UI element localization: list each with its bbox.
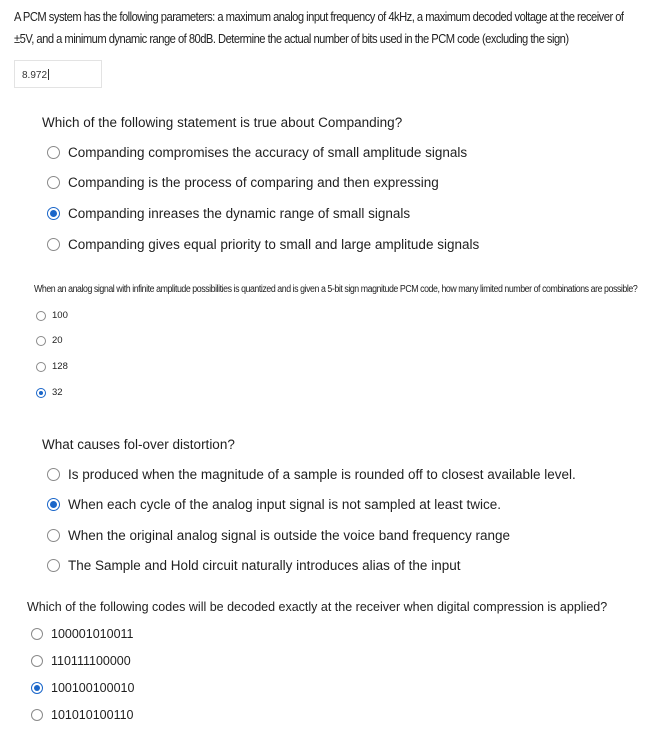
question-3-title: When an analog signal with infinite amplitude possibilities is quantized and is given a 5-bit sign magnitude PCM code, how many limited number of combinations are possible? (34, 284, 638, 295)
radio-button-selected[interactable] (31, 682, 43, 694)
question-5-title: Which of the following codes will be decoded exactly at the receiver when digital compression is applied? (27, 600, 608, 614)
q2-option-3[interactable] (47, 206, 410, 221)
question-2-title: Which of the following statement is true about Companding? (42, 115, 403, 130)
radio-button-selected[interactable] (36, 388, 46, 398)
q5-option-1[interactable] (31, 627, 134, 641)
q5-option-2[interactable] (31, 654, 131, 668)
question-4-title: What causes fol-over distortion? (42, 437, 235, 452)
answer-value: 8.972 (22, 70, 48, 81)
radio-button-selected[interactable] (47, 498, 60, 511)
q3-option-2[interactable] (36, 335, 63, 346)
text-caret (48, 69, 49, 80)
q4-option-4[interactable] (47, 558, 460, 573)
radio-button[interactable] (47, 146, 60, 159)
q5-option-4[interactable] (31, 708, 134, 722)
option-label: When the original analog signal is outside the voice band frequency range (68, 528, 511, 543)
option-label: 32 (52, 387, 63, 398)
option-label: 110111100000 (51, 654, 131, 668)
q3-option-4[interactable] (36, 387, 63, 398)
radio-button[interactable] (36, 311, 46, 321)
q4-option-3[interactable] (47, 528, 510, 543)
answer-input[interactable] (14, 60, 102, 88)
q4-option-2[interactable] (47, 497, 501, 512)
q3-option-1[interactable] (36, 310, 68, 321)
option-label: Companding compromises the accuracy of small amplitude signals (68, 145, 468, 160)
option-label: Is produced when the magnitude of a sample is rounded off to closest available level. (68, 467, 576, 482)
option-label: When each cycle of the analog input signal is not sampled at least twice. (68, 497, 501, 512)
radio-button[interactable] (36, 336, 46, 346)
q4-option-1[interactable] (47, 467, 576, 482)
radio-button[interactable] (36, 362, 46, 372)
radio-button[interactable] (47, 176, 60, 189)
radio-button[interactable] (47, 559, 60, 572)
q3-option-3[interactable] (36, 361, 68, 372)
radio-button[interactable] (31, 709, 43, 721)
option-label: 128 (52, 361, 68, 372)
option-label: Companding inreases the dynamic range of small signals (68, 206, 411, 221)
q2-option-4[interactable] (47, 237, 479, 252)
radio-button[interactable] (47, 529, 60, 542)
q2-option-2[interactable] (47, 175, 439, 190)
radio-button-selected[interactable] (47, 207, 60, 220)
option-label: 100 (52, 310, 68, 321)
radio-button[interactable] (31, 628, 43, 640)
option-label: Companding gives equal priority to small and large amplitude signals (68, 237, 480, 252)
q2-option-1[interactable] (47, 145, 467, 160)
radio-button[interactable] (47, 238, 60, 251)
option-label: 101010100110 (51, 708, 134, 722)
q5-option-3[interactable] (31, 681, 134, 695)
option-label: 100001010011 (51, 627, 134, 641)
radio-button[interactable] (31, 655, 43, 667)
option-label: 20 (52, 335, 63, 346)
question-1-text: A PCM system has the following parameters: a maximum analog input frequency of 4kHz, a maximum decoded voltage at the receiver of ±5V, and a minimum dynamic range of 80dB. Determine the actual number of bits used in the PCM code (excluding the sign) (14, 9, 624, 46)
option-label: Companding is the process of comparing and then expressing (68, 175, 439, 190)
option-label: 100100100010 (51, 681, 135, 695)
option-label: The Sample and Hold circuit naturally introduces alias of the input (68, 558, 461, 573)
radio-button[interactable] (47, 468, 60, 481)
